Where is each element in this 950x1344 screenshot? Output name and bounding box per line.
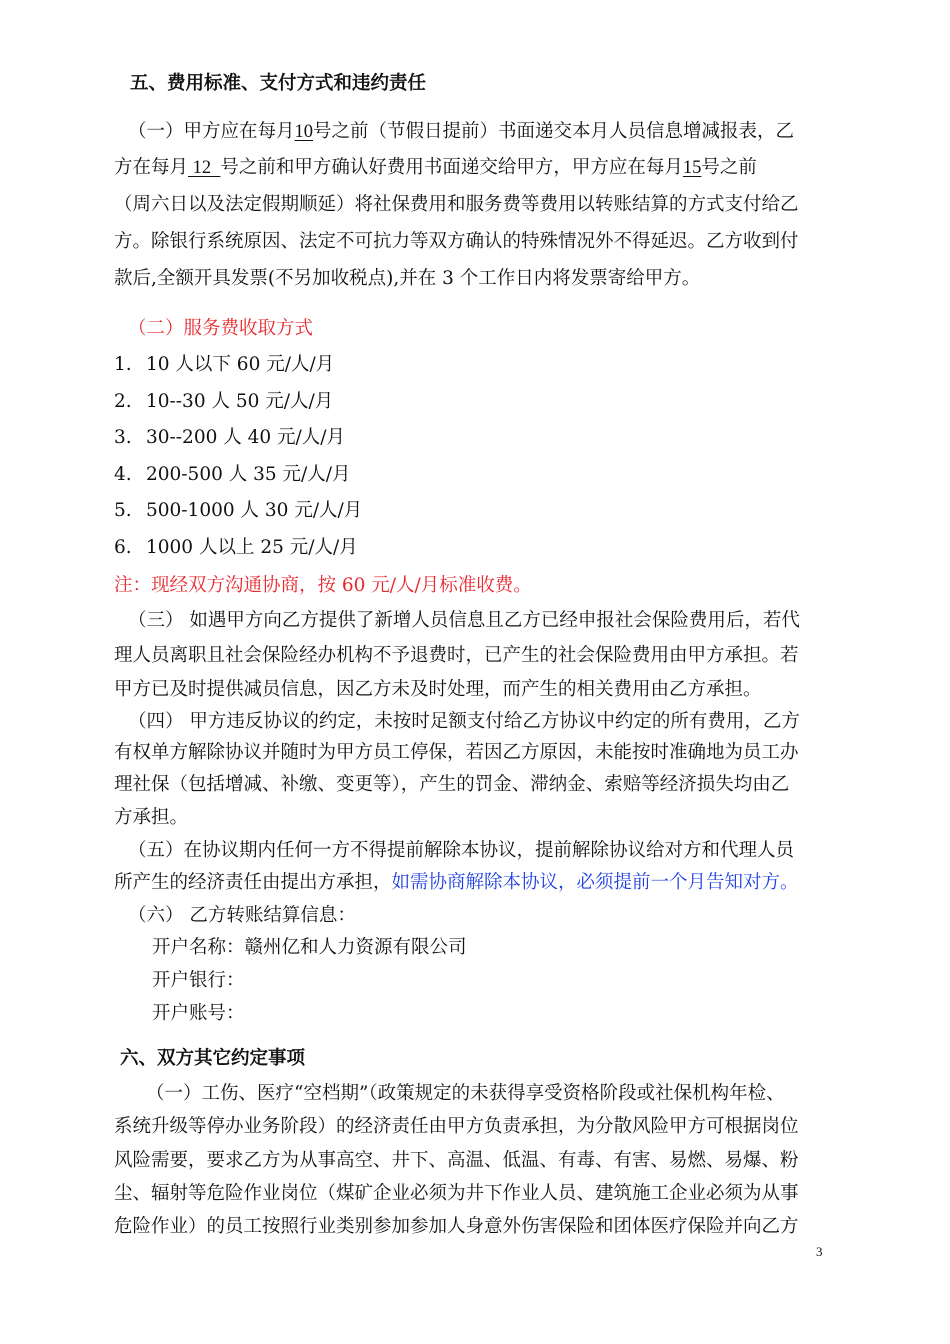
para-3-line-2: 理人员离职且社会保险经办机构不予退费时，已产生的社会保险费用由甲方承担。若 <box>114 645 799 666</box>
fee-item-text: 10 人以下 60 元/人/月 <box>146 354 335 375</box>
fee-note: 注：现经双方沟通协商，按 60 元/人/月标准收费。 <box>114 575 532 596</box>
account-number: 开户账号： <box>152 1003 245 1024</box>
para-4-line-4: 方承担。 <box>114 807 189 828</box>
due-day-2: 12 <box>188 158 221 178</box>
fee-item-text: 30--200 人 40 元/人/月 <box>146 427 346 448</box>
fee-item-number: 1. <box>114 354 132 375</box>
fee-item-text: 1000 人以上 25 元/人/月 <box>146 536 358 558</box>
fee-item-text: 10--30 人 50 元/人/月 <box>146 390 334 412</box>
para-1-line-2-b: 号之前和甲方确认好费用书面递交给甲方，甲方应在每月 <box>220 157 683 178</box>
para-4-line-2: 有权单方解除协议并随时为甲方员工停保，若因乙方原因，未能按时准确地为员工办 <box>114 742 799 763</box>
para-3-line-3: 甲方已及时提供减员信息，因乙方未及时处理，而产生的相关费用由乙方承担。 <box>114 679 762 700</box>
para-1-line-2-a: 方在每月 <box>114 157 189 178</box>
fee-item-text: 200-500 人 35 元/人/月 <box>146 463 351 485</box>
para-5-line-2-a: 所产生的经济责任由提出方承担， <box>114 872 392 893</box>
fee-item-number: 6. <box>114 536 132 558</box>
para-4-line-3: 理社保（包括增减、补缴、变更等），产生的罚金、滞纳金、索赔等经济损失均由乙 <box>114 774 790 795</box>
page-number: 3 <box>816 1244 823 1259</box>
para-1-line-1-b: 号之前（节假日提前）书面递交本月人员信息增减报表，乙 <box>313 121 795 142</box>
fee-item-number: 3. <box>114 427 132 448</box>
fee-item-text: 500-1000 人 30 元/人/月 <box>146 500 363 521</box>
section-5-heading: 五、费用标准、支付方式和违约责任 <box>130 73 427 94</box>
para-5-line-2 <box>114 870 950 896</box>
para-5-line-1: （五）在协议期内任何一方不得提前解除本协议，提前解除协议给对方和代理人员 <box>128 840 795 861</box>
fee-item-number: 4. <box>114 463 132 485</box>
s6-para-1-line-2: 系统升级等停办业务阶段）的经济责任由甲方负责承担，为分散风险甲方可根据岗位 <box>114 1116 799 1137</box>
s6-para-1-line-5: 危险作业）的员工按照行业类别参加参加人身意外伤害保险和团体医疗保险并向乙方 <box>114 1216 799 1237</box>
para-3-line-1: （三） 如遇甲方向乙方提供了新增人员信息且乙方已经申报社会保险费用后，若代 <box>128 610 800 631</box>
para-1-line-4: 方。除银行系统原因、法定不可抗力等双方确认的特殊情况外不得延迟。乙方收到付 <box>114 231 799 252</box>
para-1-line-1-a: （一）甲方应在每月 <box>128 121 295 142</box>
fee-item <box>114 389 950 415</box>
fee-section-title: （二）服务费收取方式 <box>128 318 314 339</box>
fee-item-number: 2. <box>114 390 132 412</box>
para-1-line-5: 款后,全额开具发票(不另加收税点),并在 3 个工作日内将发票寄给甲方。 <box>114 268 701 289</box>
para-1-line-2-c: 号之前 <box>701 157 757 178</box>
due-day-3: 15 <box>682 158 702 178</box>
para-4-line-1: （四） 甲方违反协议的约定，未按时足额支付给乙方协议中约定的所有费用，乙方 <box>128 711 800 732</box>
fee-item <box>114 352 950 378</box>
para-1-line-2 <box>114 155 950 181</box>
bank-name: 开户银行： <box>152 970 245 991</box>
section-6-heading: 六、双方其它约定事项 <box>120 1048 306 1069</box>
due-day-1: 10 <box>294 122 314 142</box>
s6-para-1-line-4: 尘、辐射等危险作业岗位（煤矿企业必须为井下作业人员、建筑施工企业必须为从事 <box>114 1183 799 1204</box>
fee-item <box>114 498 950 524</box>
s6-para-1-line-3: 风险需要，要求乙方为从事高空、井下、高温、低温、有毒、有害、易燃、易爆、粉 <box>114 1150 799 1171</box>
para-1-line-3: （周六日以及法定假期顺延）将社保费用和服务费等费用以转账结算的方式支付给乙 <box>114 194 799 215</box>
fee-item <box>114 535 950 561</box>
para-1-line-1 <box>128 119 950 145</box>
fee-item <box>114 425 950 451</box>
s6-para-1-line-1: （一）工伤、医疗“空档期”（政策规定的未获得享受资格阶段或社保机构年检、 <box>146 1083 785 1104</box>
account-name: 开户名称：赣州亿和人力资源有限公司 <box>152 937 467 958</box>
para-6-title: （六） 乙方转账结算信息： <box>128 905 356 926</box>
termination-notice: 如需协商解除本协议，必须提前一个月告知对方。 <box>391 872 799 893</box>
fee-item-number: 5. <box>114 500 132 521</box>
fee-item <box>114 462 950 488</box>
